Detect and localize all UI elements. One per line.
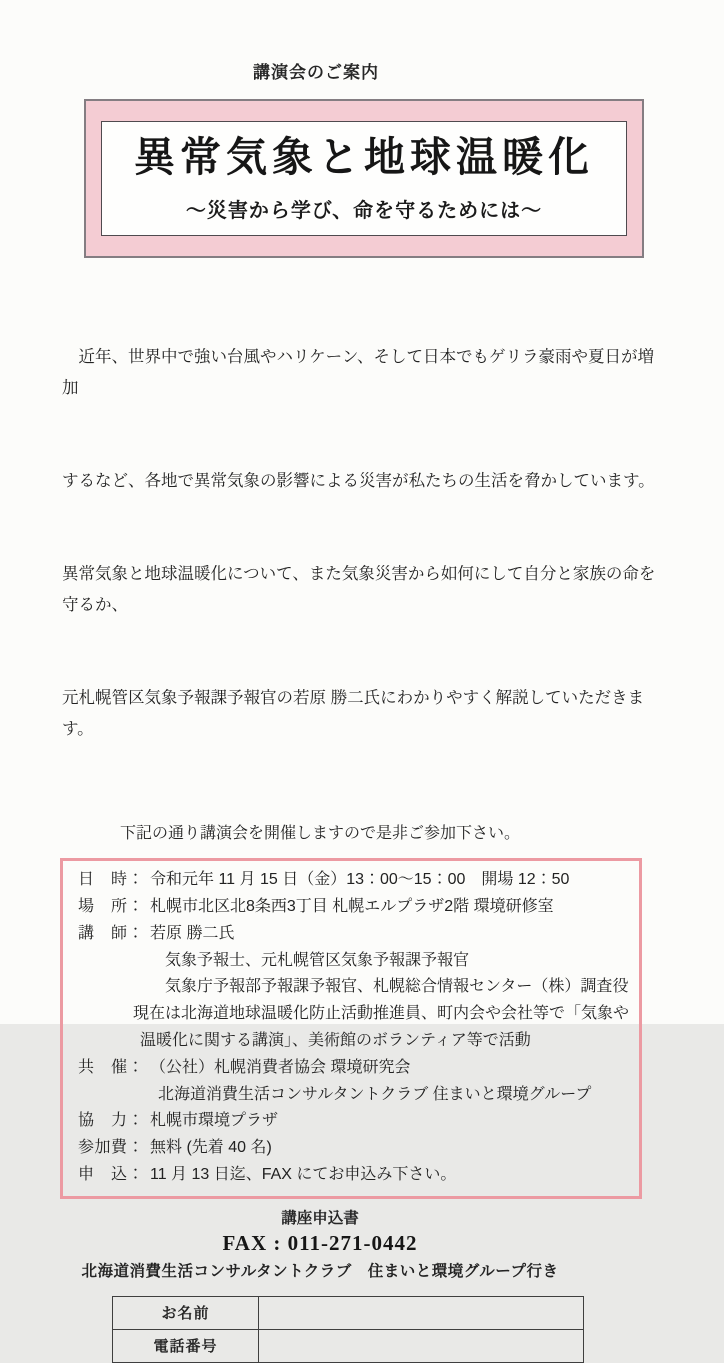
- application-table: [112, 1296, 584, 1363]
- detail-label-cohost: 共 催：: [78, 1058, 145, 1076]
- detail-label-place: 場 所：: [78, 898, 145, 916]
- name-row: [113, 1296, 584, 1329]
- phone-label-cell: 電話番号: [113, 1329, 259, 1362]
- detail-label-support: 協 力：: [78, 1112, 145, 1130]
- name-value-cell: [259, 1296, 584, 1329]
- lecture-title: 異常気象と地球温暖化: [134, 134, 594, 180]
- detail-continuation-lecturer-1: 気象予報士、元札幌管区気象予報課予報官: [165, 951, 470, 969]
- detail-value-datetime: 令和元年 11 月 15 日（金）13：00～15：00 開場 12：50: [150, 871, 570, 889]
- detail-label-apply: 申 込：: [78, 1166, 145, 1184]
- detail-value-lecturer: 若原 勝二氏: [150, 924, 235, 942]
- lecture-title-inner: [101, 121, 627, 236]
- detail-row-lecturer: [78, 921, 633, 948]
- intro-paragraph: [62, 280, 664, 807]
- detail-continuation-cohost: 北海道消費生活コンサルタントクラブ 住まいと環境グループ: [158, 1085, 592, 1103]
- detail-row-place: [78, 894, 633, 921]
- detail-value-cohost: （公社）札幌消費者協会 環境研究会: [150, 1058, 411, 1076]
- detail-label-lecturer: 講 師：: [78, 924, 145, 942]
- intro-line-2: するなど、各地で異常気象の影響による災害が私たちの生活を脅かしています。: [62, 472, 655, 491]
- phone-row: [113, 1329, 584, 1362]
- intro-line-3: 異常気象と地球温暖化について、また気象災害から如何にして自分と家族の命を守るか、: [62, 565, 656, 615]
- detail-value-place: 札幌市北区北8条西3丁目 札幌エルプラザ2階 環境研修室: [150, 898, 554, 916]
- application-form-title: 講座申込書: [281, 1209, 359, 1227]
- page-heading: 講演会のご案内: [253, 63, 379, 82]
- details-box: [60, 858, 642, 1199]
- detail-row-datetime: [78, 867, 633, 894]
- fax-addressee-line: 北海道消費生活コンサルタントクラブ 住まいと環境グループ行き: [81, 1262, 559, 1280]
- detail-continuation-lecturer-4: 温暖化に関する講演」、美術館のボランティア等で活動: [140, 1032, 531, 1050]
- fax-number-line: FAX : 011-271-0442: [222, 1230, 418, 1255]
- detail-row-cohost: [78, 1055, 633, 1082]
- detail-continuation-lecturer-3: 現在は北海道地球温暖化防止活動推進員、町内会や会社等で「気象や: [133, 1005, 630, 1023]
- invite-line: 下記の通り講演会を開催しますので是非ご参加下さい。: [119, 825, 520, 843]
- detail-label-datetime: 日 時：: [78, 871, 145, 889]
- detail-row-apply: [78, 1162, 633, 1189]
- detail-value-apply: 11 月 13 日迄、FAX にてお申込み下さい。: [150, 1166, 457, 1184]
- detail-continuation-lecturer-2: 気象庁予報部予報課予報官、札幌総合情報センター（株）調査役: [165, 978, 629, 996]
- detail-value-support: 札幌市環境プラザ: [150, 1112, 279, 1130]
- detail-row-support: [78, 1108, 633, 1135]
- intro-line-4: 元札幌管区気象予報課予報官の若原 勝二氏にわかりやすく解説していただきます。: [62, 689, 645, 739]
- intro-line-1: 近年、世界中で強い台風やハリケーン、そして日本でもゲリラ豪雨や夏日が増加: [62, 348, 655, 398]
- name-label-cell: お名前: [113, 1296, 259, 1329]
- lecture-title-box: [84, 99, 644, 258]
- detail-value-fee: 無料 (先着 40 名): [150, 1139, 272, 1157]
- phone-value-cell: [259, 1329, 584, 1362]
- detail-label-fee: 参加費：: [78, 1139, 145, 1157]
- lecture-subtitle: ～災害から学び、命を守るためには～: [185, 200, 543, 223]
- detail-row-fee: [78, 1135, 633, 1162]
